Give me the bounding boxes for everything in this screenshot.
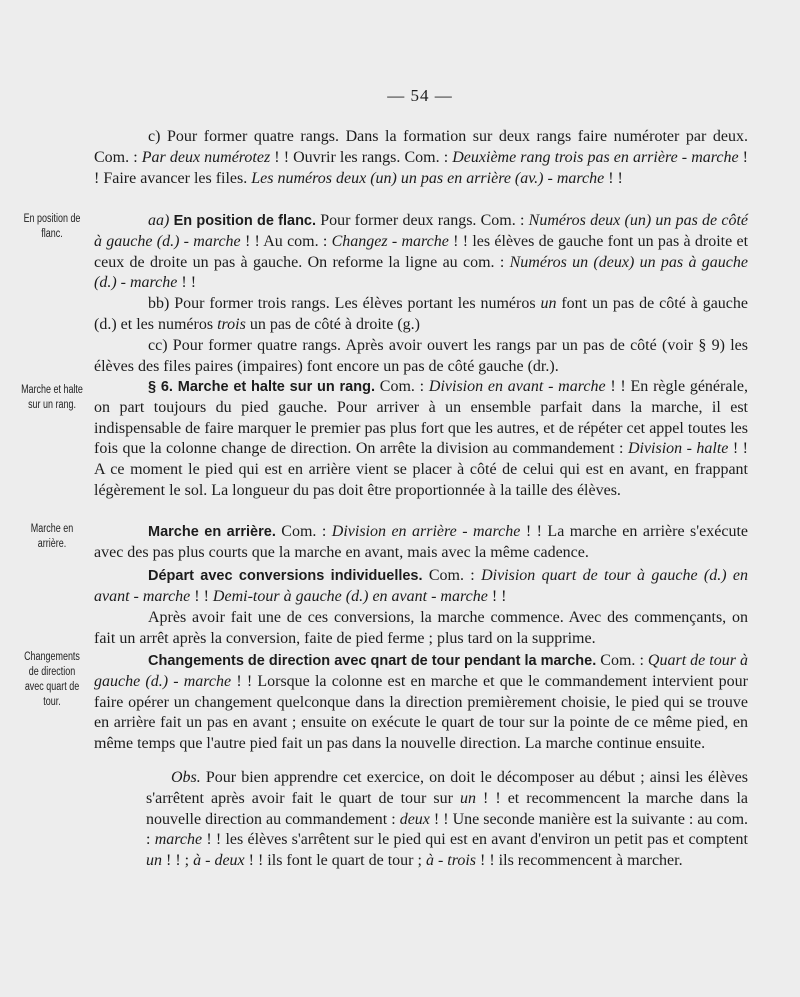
paragraph-cc-quatre-rangs: cc) Pour former quatre rangs. Après avoir ouvert les rangs par un pas de côté (voir § 9) les élèves des files paires (impaires) font encore un pas de côté gauche (dr.). — [94, 337, 748, 375]
paragraph-depart-conversions: Départ avec conversions individuelles. Com. : Division quart de tour à gauche (d.) en avant - marche ! ! Demi-tour à gauche (d.) en avant - marche ! ! — [94, 567, 748, 605]
paragraph-aa-position-flanc: aa) En position de flanc. Pour former deux rangs. Com. : Numéros deux (un) un pas de côté à gauche (d.) - marche ! ! Au com. : Changez - marche ! ! les élèves de gauche font un pas à droite et ceux de droite un pas à gauche. On reforme la ligne au com. : Numéros un (deux) un pas à gauche (d.) - marche ! ! — [94, 212, 749, 292]
paragraph-marche-halte: § 6. Marche et halte sur un rang. Com. : Division en avant - marche ! ! En règle générale, on part toujours du pied gauche. Pour arriver à un ensemble parfait dans la marche, il est indispensable de faire marquer le premier pas plus fort que les autres, et de répéter cet appel toutes les fois que la colonne change de direction. On arrête la division au commandement : Division - halte ! ! A ce moment le pied qui est en arrière vient se placer à côté de celui qui est en avant, en frappant légèrement le sol. La longueur du pas doit être proportionnée à la taille des élèves. — [94, 378, 749, 499]
margin-note-changements: Changements de direction avec quart de tour. — [24, 651, 80, 708]
paragraph-c-quatre-rangs: c) Pour former quatre rangs. Dans la formation sur deux rangs faire numéroter par deux. Com. : Par deux numérotez ! ! Ouvrir les rangs. Com. : Deuxième rang trois pas en arrière - marche ! ! Faire avancer les files. Les numéros deux (un) un pas en arrière (av.) - marche ! ! — [94, 128, 749, 187]
paragraph-changements-direction: Changements de direction avec qnart de tour pendant la marche. Com. : Quart de tour à gauche (d.) - marche ! ! Lorsque la colonne est en marche et que le commandement intervient pour faire opérer un changement quelconque dans la direction premièrement choisie, le pied qui se trouve en arrière fait un pas en avant ; ensuite on exécute le quart de tour sur la pointe de ce même pied, en même temps que l'autre pied fait un pas dans la nouvelle direction. La marche continue ensuite. — [94, 652, 749, 753]
paragraph-bb-trois-rangs: bb) Pour former trois rangs. Les élèves portant les numéros un font un pas de côté à gauche (d.) et les numéros trois un pas de côté à droite (g.) — [94, 295, 748, 333]
margin-note-arriere: Marche en arrière. — [30, 523, 74, 550]
margin-note-flanc: En position de flanc. — [23, 213, 81, 240]
page-number: — 54 — — [387, 86, 453, 105]
paragraph-marche-arriere: Marche en arrière. Com. : Division en arrière - marche ! ! La marche en arrière s'exécute avec des pas plus courts que la marche en avant, mais avec la même cadence. — [94, 523, 748, 561]
paragraph-apres-conversions: Après avoir fait une de ces conversions, la marche commence. Avec des commençants, on fait un arrêt après la conversion, faite de pied ferme ; plus tard on la supprime. — [94, 609, 748, 647]
paragraph-obs: Obs. Pour bien apprendre cet exercice, on doit le décomposer au début ; ainsi les élèves s'arrêtent après avoir fait le quart de tour sur un ! ! et recommencent la marche dans la nouvelle direction au commandement : deux ! ! Une seconde manière est la suivante : au com. : marche ! ! les élèves s'arrêtent sur le pied qui est en avant d'environ un petit pas et comptent un ! ! ; à - deux ! ! ils font le quart de tour ; à - trois ! ! ils recommencent à marcher. — [146, 769, 749, 870]
margin-note-marche-halte: Marche et halte sur un rang. — [21, 384, 83, 411]
